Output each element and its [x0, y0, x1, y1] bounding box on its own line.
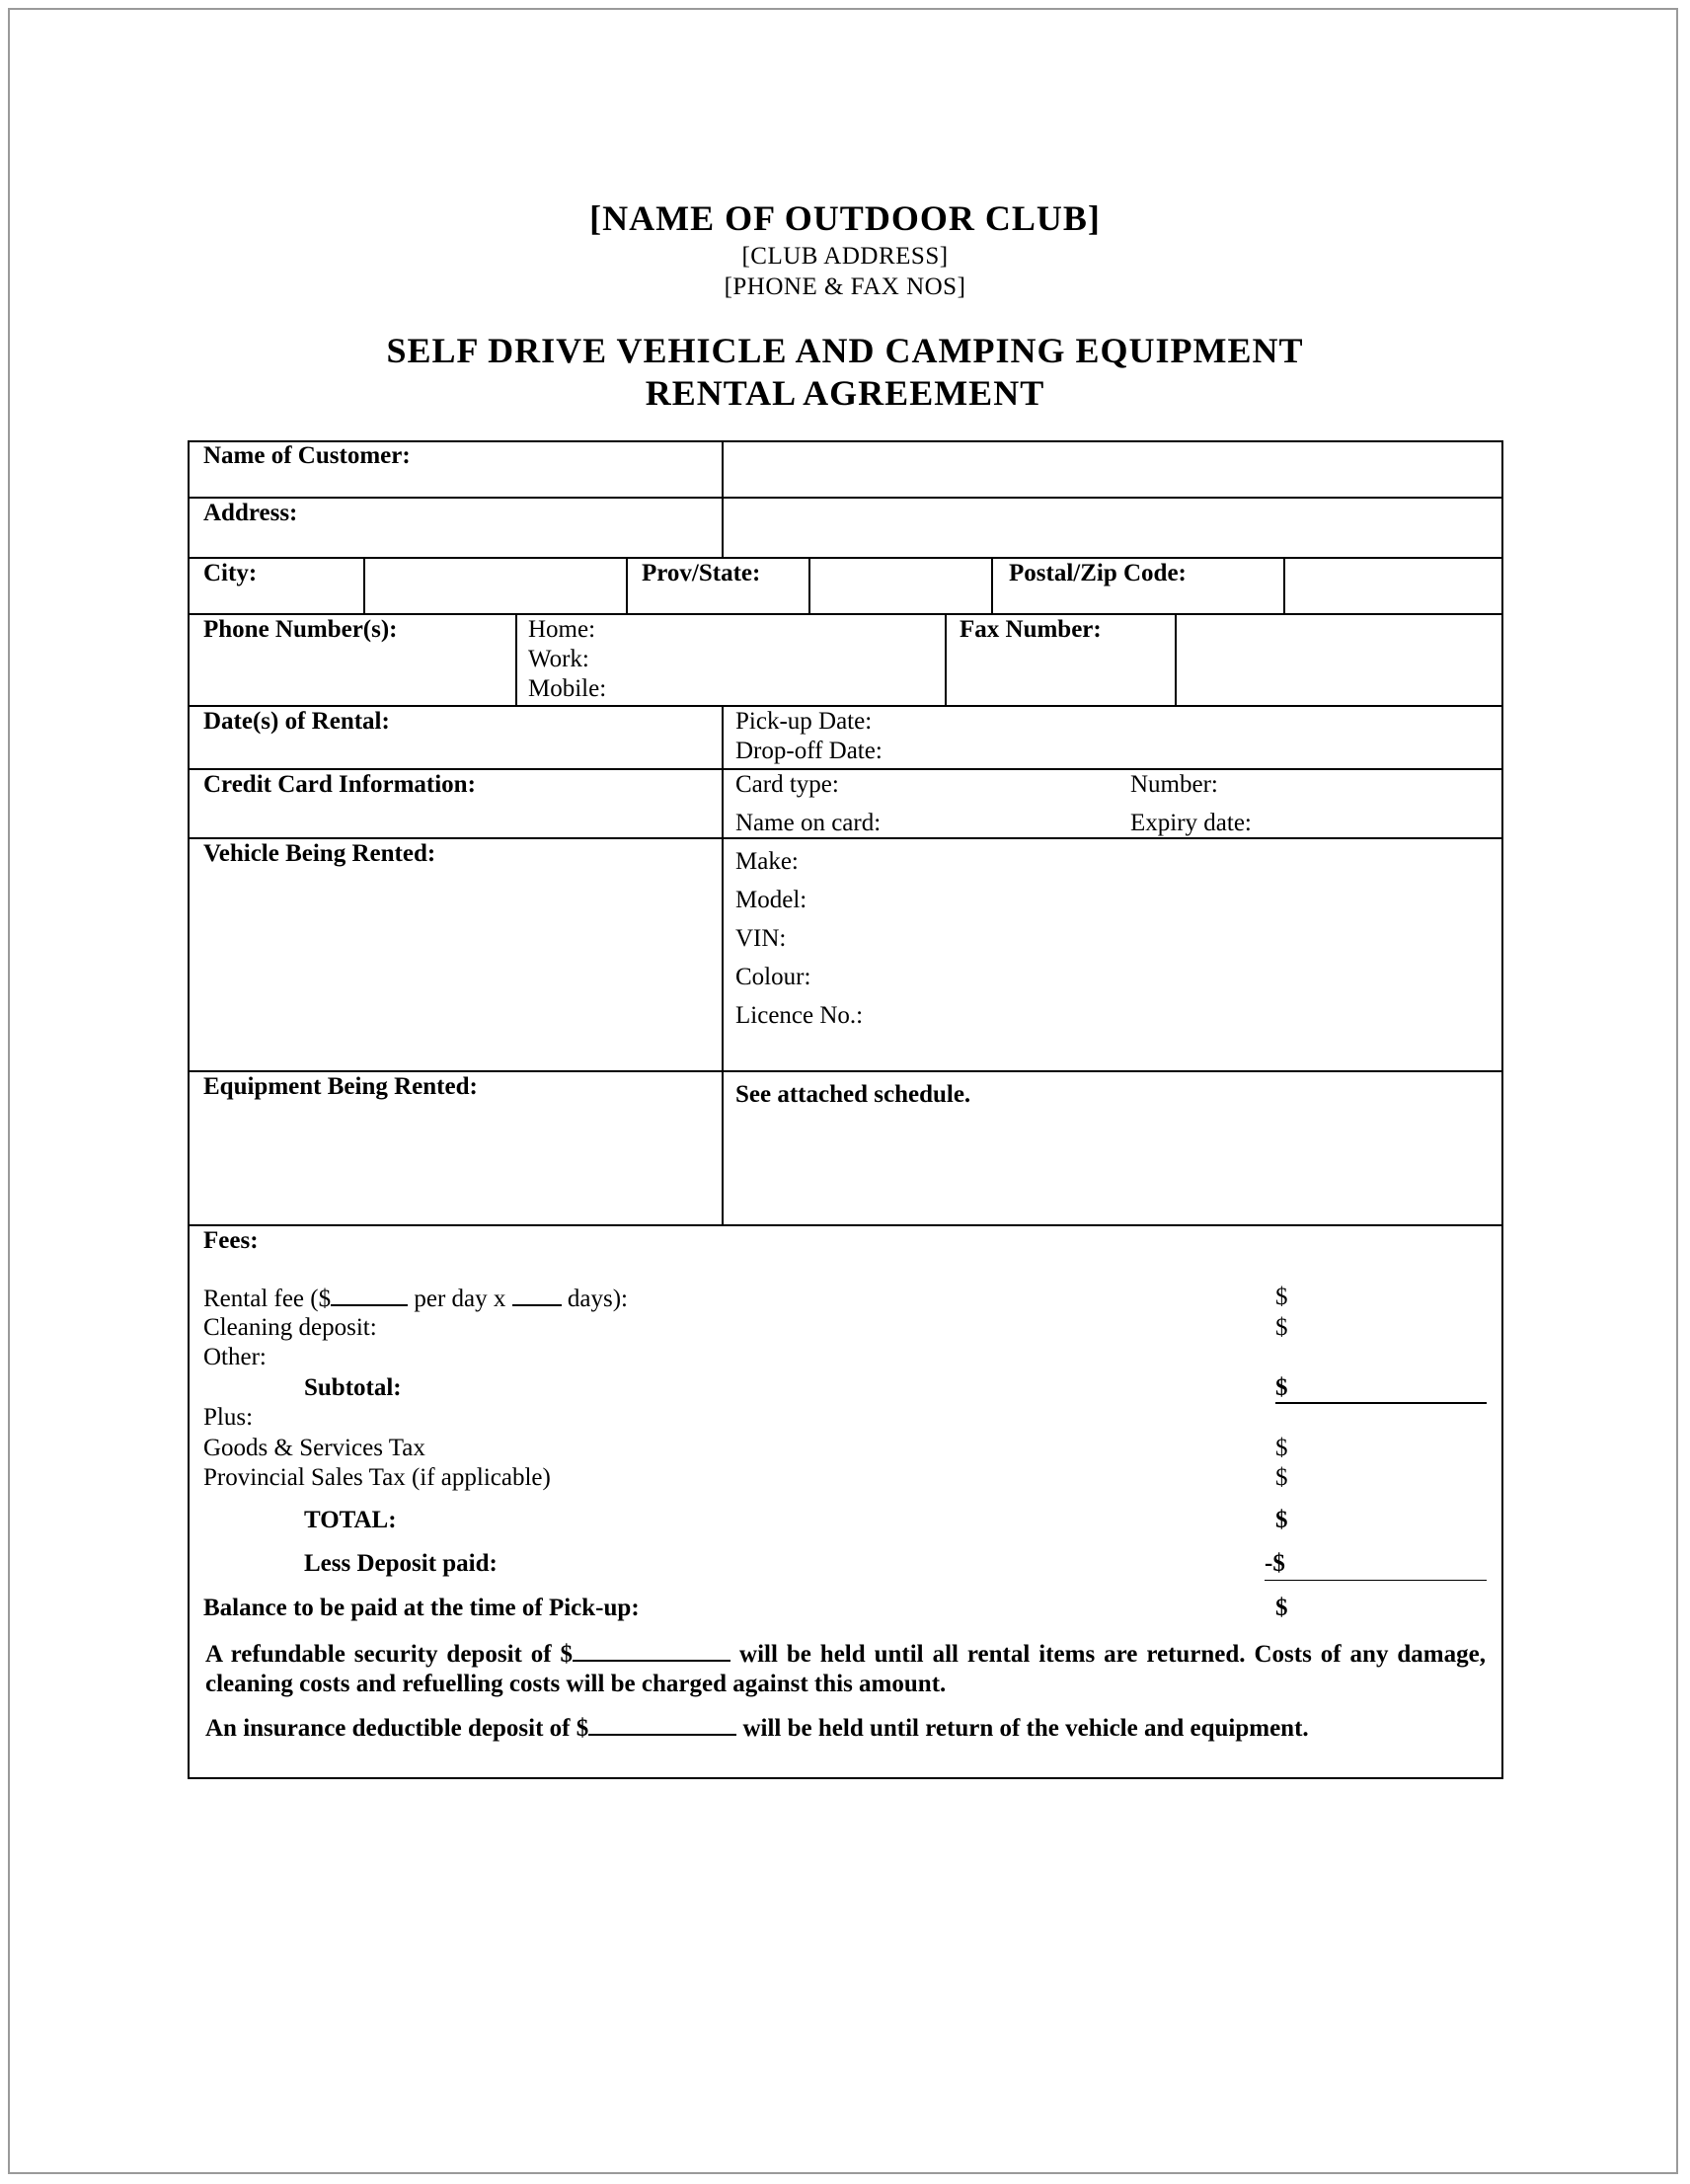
gst-label: Goods & Services Tax: [203, 1435, 425, 1461]
city-field[interactable]: [369, 561, 621, 610]
city-label: City:: [203, 560, 258, 586]
vehicle-colour: Colour:: [735, 964, 811, 990]
title-line-1: SELF DRIVE VEHICLE AND CAMPING EQUIPMENT: [386, 331, 1304, 370]
phone-work: Work:: [528, 646, 589, 672]
phone-mobile: Mobile:: [528, 675, 607, 702]
insurance-text-a: An insurance deductible deposit of $: [205, 1715, 589, 1742]
card-name: Name on card:: [735, 810, 882, 836]
card-expiry: Expiry date:: [1130, 810, 1252, 836]
balance-amount: $: [1275, 1595, 1288, 1621]
cleaning-amount: $: [1275, 1314, 1288, 1341]
row-divider: [190, 497, 1501, 499]
rate-blank[interactable]: [331, 1283, 408, 1306]
deposit-underline: [1265, 1580, 1487, 1581]
col-divider: [1283, 557, 1285, 613]
other-fee: Other:: [203, 1344, 267, 1370]
customer-field[interactable]: [728, 444, 1498, 492]
customer-label: Name of Customer:: [203, 442, 411, 469]
col-divider: [722, 442, 724, 557]
vehicle-licence: Licence No.:: [735, 1002, 864, 1029]
document-title: [0, 330, 1690, 415]
phone-label: Phone Number(s):: [203, 616, 398, 643]
fees-label: Fees:: [203, 1227, 259, 1254]
less-deposit-label: Less Deposit paid:: [304, 1550, 498, 1577]
gst-amount: $: [1275, 1435, 1288, 1461]
col-divider: [626, 557, 628, 613]
less-deposit-amount: -$: [1265, 1550, 1285, 1577]
club-name: [NAME OF OUTDOOR CLUB]: [589, 198, 1101, 238]
address-field[interactable]: [728, 502, 1498, 553]
vehicle-label: Vehicle Being Rented:: [203, 840, 436, 867]
subtotal-amount: $: [1275, 1374, 1288, 1401]
pst-label: Provincial Sales Tax (if applicable): [203, 1464, 551, 1491]
row-divider: [190, 557, 1501, 559]
security-text-a: A refundable security deposit of $: [205, 1641, 574, 1668]
col-divider: [808, 557, 810, 613]
dates-label: Date(s) of Rental:: [203, 708, 390, 735]
insurance-text-b: will be held until return of the vehicle and equipment.: [736, 1715, 1309, 1742]
col-divider: [991, 557, 993, 613]
club-address: [CLUB ADDRESS]: [741, 243, 949, 270]
subtotal-label: Subtotal:: [304, 1374, 402, 1401]
pickup-date: Pick-up Date:: [735, 708, 873, 735]
title-line-2: RENTAL AGREEMENT: [645, 373, 1045, 413]
postal-field[interactable]: [1289, 561, 1498, 610]
total-amount: $: [1275, 1507, 1288, 1533]
rental-fee-line: [203, 1283, 628, 1314]
address-label: Address:: [203, 500, 298, 526]
rental-fee-text-c: days):: [561, 1286, 628, 1312]
security-text-b: will be held until all rental items are returned. Costs of any damage, cleaning costs and refuelling costs will be charged against this amount.: [205, 1641, 1486, 1697]
rental-form: [188, 440, 1503, 1779]
row-divider: [190, 1224, 1501, 1226]
vehicle-model: Model:: [735, 887, 807, 913]
fax-field[interactable]: [1181, 617, 1497, 702]
equipment-value: See attached schedule.: [735, 1081, 971, 1108]
vehicle-make: Make:: [735, 848, 799, 875]
cleaning-deposit: Cleaning deposit:: [203, 1314, 377, 1341]
club-phone: [PHONE & FAX NOS]: [724, 273, 966, 300]
col-divider: [515, 613, 517, 705]
credit-label: Credit Card Information:: [203, 771, 476, 798]
col-divider: [1175, 613, 1177, 705]
rental-fee-amount: $: [1275, 1284, 1288, 1310]
security-deposit-blank[interactable]: [573, 1638, 730, 1662]
dropoff-date: Drop-off Date:: [735, 738, 883, 764]
vehicle-vin: VIN:: [735, 925, 787, 952]
rental-fee-text-a: Rental fee ($: [203, 1286, 332, 1312]
card-number: Number:: [1130, 771, 1218, 798]
postal-label: Postal/Zip Code:: [1009, 560, 1187, 586]
security-deposit-paragraph: [205, 1638, 1486, 1699]
days-blank[interactable]: [512, 1283, 562, 1306]
prov-label: Prov/State:: [642, 560, 761, 586]
plus-label: Plus:: [203, 1404, 254, 1431]
col-divider: [945, 613, 947, 705]
fax-label: Fax Number:: [960, 616, 1102, 643]
col-divider: [363, 557, 365, 613]
insurance-deposit-blank[interactable]: [588, 1712, 736, 1736]
insurance-deposit-paragraph: [205, 1712, 1486, 1744]
subtotal-underline: [1275, 1402, 1487, 1404]
prov-field[interactable]: [814, 561, 987, 610]
balance-label: Balance to be paid at the time of Pick-up:: [203, 1595, 640, 1621]
card-type: Card type:: [735, 771, 839, 798]
pst-amount: $: [1275, 1464, 1288, 1491]
phone-home: Home:: [528, 616, 596, 643]
rental-fee-text-b: per day x: [408, 1286, 512, 1312]
col-divider: [722, 705, 724, 1224]
equipment-label: Equipment Being Rented:: [203, 1073, 478, 1100]
total-label: TOTAL:: [304, 1507, 397, 1533]
